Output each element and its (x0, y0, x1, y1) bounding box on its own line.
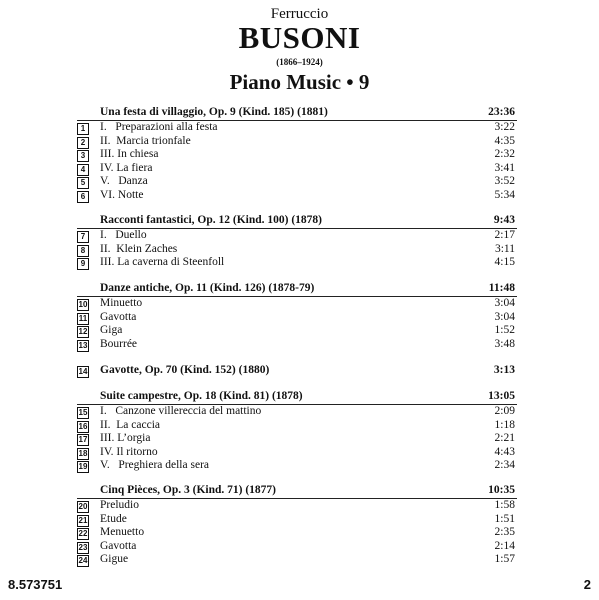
track-row (77, 121, 517, 135)
track-number: 23 (78, 542, 88, 552)
track-number: 3 (77, 150, 89, 162)
track-number: 6 (77, 191, 89, 203)
track-time: 3:52 (494, 175, 515, 188)
work-title: Suite campestre, Op. 18 (Kind. 81) (1878) (100, 390, 303, 402)
track-time: 2:21 (494, 432, 515, 445)
track-time: 5:34 (494, 188, 515, 201)
page-number: 2 (583, 577, 591, 592)
track-time: 3:11 (494, 242, 515, 255)
track-name: Gigue (100, 553, 129, 566)
work-cinq-pieces (77, 485, 517, 567)
track-number: 20 (78, 502, 88, 511)
track-name: III. L’orgia (100, 432, 151, 445)
track-time: 1:51 (494, 512, 515, 525)
track-name: V. Preghiera della sera (100, 459, 209, 472)
track-row (77, 446, 517, 460)
track-row (77, 189, 517, 203)
track-number: 15 (78, 408, 88, 417)
track-time: 2:17 (494, 229, 515, 241)
track-time: 1:57 (494, 553, 515, 566)
track-row (77, 243, 517, 257)
track-row (77, 311, 517, 325)
track-time: 1:18 (494, 418, 515, 431)
work-header (77, 485, 517, 499)
track-time: 3:41 (494, 161, 515, 174)
track-time: 4:43 (494, 445, 515, 458)
work-total-time: 13:05 (488, 390, 515, 402)
track-time: 2:09 (494, 405, 515, 417)
track-row (77, 405, 517, 419)
track-name: Preludio (100, 499, 139, 511)
work-total-time: 23:36 (488, 106, 515, 118)
track-name: Minuetto (100, 297, 143, 309)
track-number: 8 (77, 245, 89, 257)
track-name: IV. La fiera (100, 161, 153, 174)
work-title: Una festa di villaggio, Op. 9 (Kind. 185) (1881) (100, 106, 328, 118)
track-name: Gavotta (100, 539, 137, 552)
track-name: Gavotta (100, 310, 137, 323)
track-name: Giga (100, 324, 123, 337)
track-time: 2:32 (494, 148, 515, 161)
track-number: 2 (77, 137, 89, 149)
track-number: 12 (78, 327, 88, 337)
track-time: 3:04 (494, 297, 515, 309)
work-racconti-fantastici (77, 215, 517, 270)
work-title: Cinq Pièces, Op. 3 (Kind. 71) (1877) (100, 484, 277, 496)
track-number: 9 (77, 258, 89, 270)
work-title: Gavotte, Op. 70 (Kind. 152) (1880) (100, 364, 270, 376)
track-time: 2:34 (494, 459, 515, 472)
track-number: 17 (78, 435, 88, 445)
track-name: II. La caccia (100, 418, 161, 431)
work-title: Danze antiche, Op. 11 (Kind. 126) (1878-79) (100, 282, 315, 294)
work-danze-antiche (77, 283, 517, 351)
track-row (77, 324, 517, 338)
track-row (77, 553, 517, 567)
work-total-time: 10:35 (488, 484, 515, 496)
track-name: II. Marcia trionfale (100, 134, 191, 147)
track-row (77, 297, 517, 311)
track-name: I. Preparazioni alla festa (100, 121, 218, 133)
track-row (77, 162, 517, 176)
work-suite-campestre (77, 391, 517, 473)
work-header (77, 391, 517, 405)
track-row (77, 148, 517, 162)
track-number: 1 (77, 123, 89, 135)
track-name: III. La caverna di Steenfoll (100, 256, 225, 269)
track-row (77, 419, 517, 433)
track-name: I. Canzone villereccia del mattino (100, 405, 262, 417)
work-una-festa (77, 107, 517, 203)
work-title: Racconti fantastici, Op. 12 (Kind. 100) (1878) (100, 214, 323, 226)
track-row (77, 135, 517, 149)
track-name: IV. Il ritorno (100, 445, 158, 458)
track-name: V. Danza (100, 175, 148, 188)
album-title: Piano Music • 9 (229, 70, 370, 94)
work-total-time: 11:48 (488, 282, 515, 294)
track-number: 11 (78, 313, 88, 323)
track-number: 4 (77, 164, 89, 176)
track-row (77, 432, 517, 446)
track-time: 1:52 (494, 324, 515, 337)
track-time: 3:48 (494, 337, 515, 350)
track-row (77, 526, 517, 540)
track-name: II. Klein Zaches (100, 242, 178, 255)
track-number: 14 (78, 367, 88, 376)
track-name: Bourrée (100, 337, 138, 350)
track-number: 18 (78, 448, 88, 458)
track-number: 7 (77, 231, 89, 243)
composer-last-name: BUSONI (238, 20, 361, 55)
composer-first-name: Ferruccio (270, 6, 329, 22)
track-time: 3:04 (494, 310, 515, 323)
work-gavotte (77, 364, 517, 378)
composer-dates: (1866–1924) (276, 57, 323, 67)
work-header (77, 283, 517, 297)
track-row (77, 175, 517, 189)
track-name: VI. Notte (100, 188, 144, 201)
track-row (77, 459, 517, 473)
track-row (77, 229, 517, 243)
track-name: Etude (100, 512, 127, 525)
work-header (77, 107, 517, 121)
track-number: 16 (78, 421, 88, 431)
track-number: 22 (78, 529, 88, 539)
catalogue-number: 8.573751 (8, 577, 63, 592)
track-time: 2:14 (494, 539, 515, 552)
track-time: 4:15 (494, 256, 515, 269)
work-total-time: 3:13 (493, 364, 515, 376)
track-time: 4:35 (494, 134, 515, 147)
track-name: Menuetto (100, 526, 145, 539)
track-row (77, 499, 517, 513)
track-number: 21 (78, 515, 88, 525)
track-number: 13 (78, 340, 88, 350)
work-header (77, 215, 517, 229)
work-total-time: 9:43 (493, 214, 515, 226)
track-row (77, 540, 517, 554)
track-time: 2:35 (494, 526, 515, 539)
track-row (77, 338, 517, 352)
track-number: 19 (78, 462, 88, 472)
track-row (77, 513, 517, 527)
track-time: 3:22 (494, 121, 515, 133)
track-row (77, 256, 517, 270)
track-number: 24 (78, 556, 88, 566)
track-number: 10 (78, 300, 88, 309)
track-number: 5 (77, 177, 89, 189)
work-header (77, 364, 517, 378)
track-time: 1:58 (494, 499, 515, 511)
track-name: I. Duello (100, 229, 147, 241)
track-name: III. In chiesa (100, 148, 159, 161)
